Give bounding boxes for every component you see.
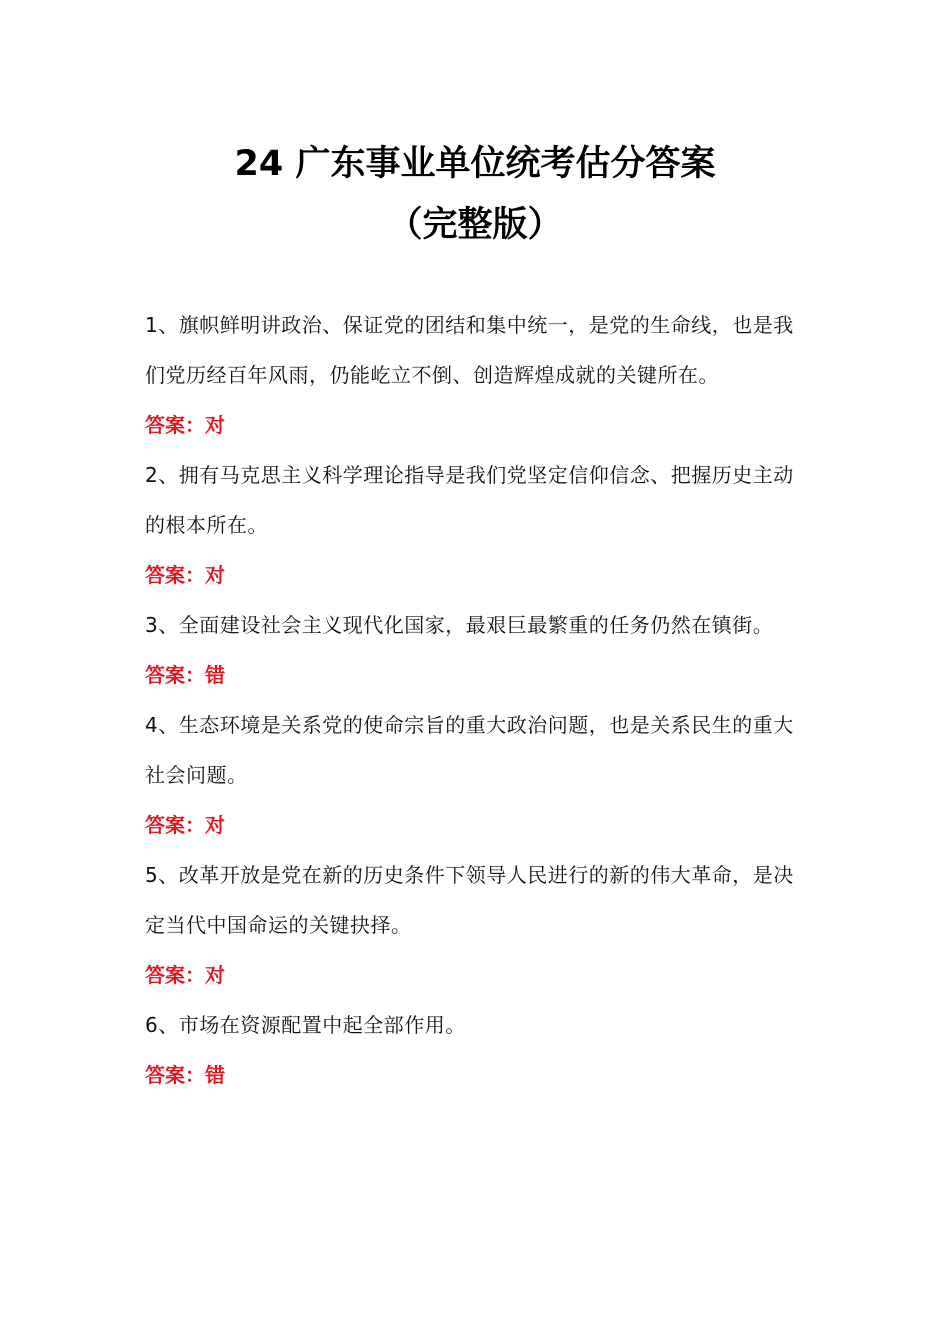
answer-text: 答案：错 — [145, 663, 225, 687]
question-item — [145, 700, 807, 850]
answer-text: 答案：对 — [145, 413, 225, 437]
answer-text: 答案：对 — [145, 563, 225, 587]
answer-text: 答案：对 — [145, 813, 225, 837]
question-item — [145, 1000, 807, 1100]
question-text: 3、全面建设社会主义现代化国家，最艰巨最繁重的任务仍然在镇街。 — [145, 613, 774, 637]
question-text: 4、生态环境是关系党的使命宗旨的重大政治问题，也是关系民生的重大社会问题。 — [145, 713, 794, 787]
question-text: 1、旗帜鲜明讲政治、保证党的团结和集中统一，是党的生命线，也是我们党历经百年风雨，仍能屹立不倒、创造辉煌成就的关键所在。 — [145, 313, 794, 387]
document-title: 24 广东事业单位统考估分答案 — [234, 144, 716, 184]
question-text: 2、拥有马克思主义科学理论指导是我们党坚定信仰信念、把握历史主动的根本所在。 — [145, 463, 794, 537]
document-subtitle: （完整版） — [387, 205, 563, 245]
question-item — [145, 300, 807, 450]
answer-text: 答案：错 — [145, 1063, 225, 1087]
question-text: 5、改革开放是党在新的历史条件下领导人民进行的新的伟大革命，是决定当代中国命运的关键抉择。 — [145, 863, 794, 937]
question-item — [145, 850, 807, 1000]
question-item — [145, 600, 807, 700]
answer-text: 答案：对 — [145, 963, 225, 987]
question-item — [145, 450, 807, 600]
question-list — [145, 300, 807, 1100]
question-text: 6、市场在资源配置中起全部作用。 — [145, 1013, 466, 1037]
